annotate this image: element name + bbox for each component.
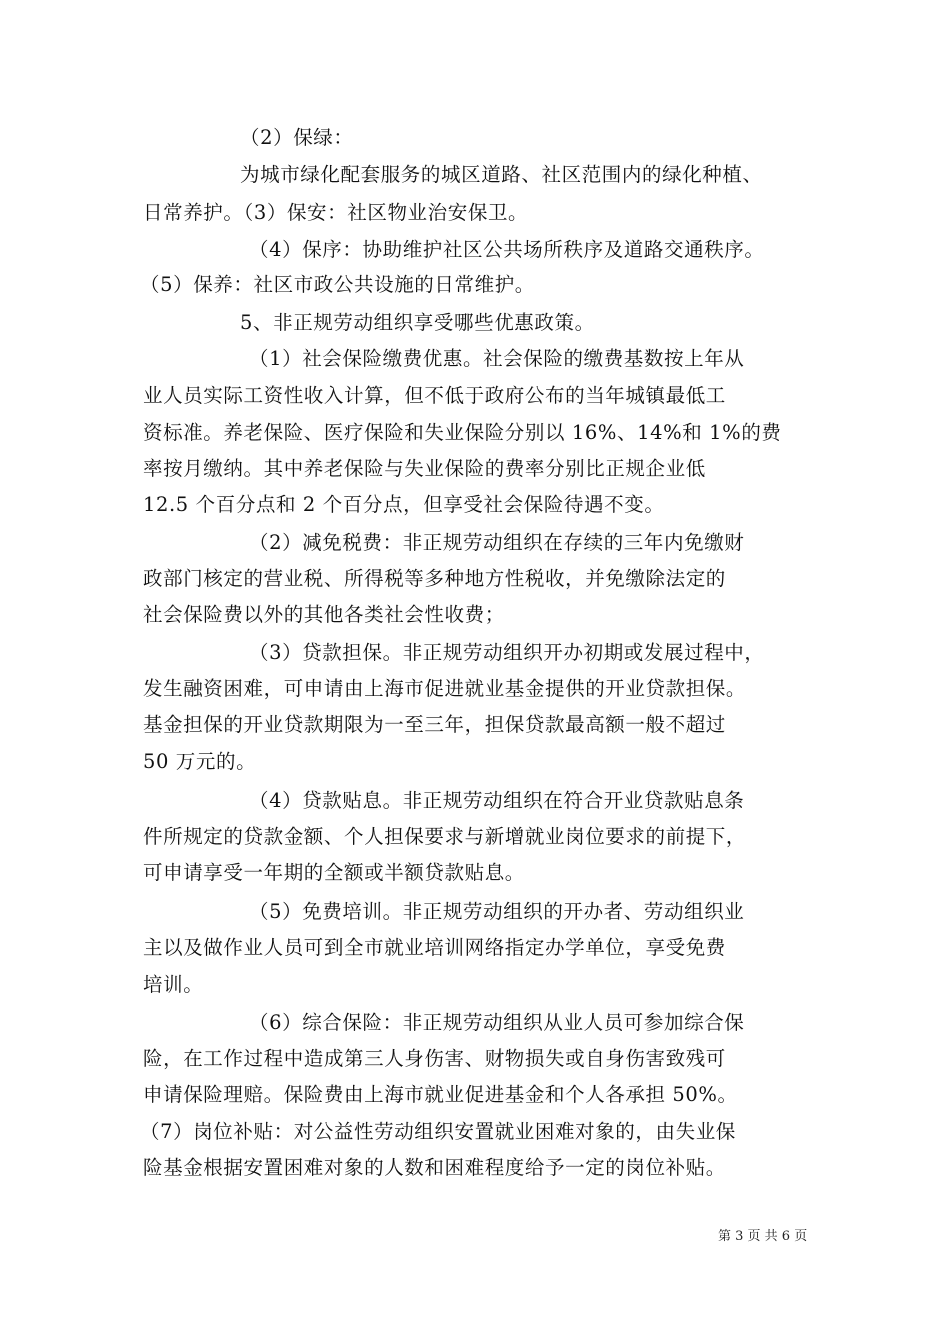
text-line: （4）保序：协助维护社区公共场所秩序及道路交通秩序。: [249, 238, 765, 261]
text-line: （3）贷款担保。非正规劳动组织开办初期或发展过程中，: [249, 641, 765, 664]
text-line: 率按月缴纳。其中养老保险与失业保险的费率分别比正规企业低: [143, 457, 706, 480]
text-line: 件所规定的贷款金额、个人担保要求与新增就业岗位要求的前提下，: [143, 825, 747, 848]
text-line: 可申请享受一年期的全额或半额贷款贴息。: [143, 861, 525, 884]
text-line: （5）保养：社区市政公共设施的日常维护。: [140, 273, 535, 296]
text-line: 主以及做作业人员可到全市就业培训网络指定办学单位，享受免费: [143, 936, 726, 959]
text-line: 险，在工作过程中造成第三人身伤害、财物损失或自身伤害致残可: [143, 1047, 726, 1070]
text-line: 业人员实际工资性收入计算，但不低于政府公布的当年城镇最低工: [143, 384, 726, 407]
text-line: （2）保绿：: [240, 126, 354, 149]
text-line: 为城市绿化配套服务的城区道路、社区范围内的绿化种植、: [240, 163, 763, 186]
page-number-footer: 第 3 页 共 6 页: [718, 1229, 808, 1244]
text-line: 日常养护。（3）保安：社区物业治安保卫。: [143, 201, 529, 224]
text-line: 12.5 个百分点和 2 个百分点，但享受社会保险待遇不变。: [143, 493, 665, 516]
text-line: （5）免费培训。非正规劳动组织的开办者、劳动组织业: [249, 900, 745, 923]
text-line: （6）综合保险：非正规劳动组织从业人员可参加综合保: [249, 1011, 745, 1034]
text-line: 培训。: [143, 973, 204, 996]
text-line: 发生融资困难，可申请由上海市促进就业基金提供的开业贷款担保。: [143, 677, 747, 700]
text-line: （1）社会保险缴费优惠。社会保险的缴费基数按上年从: [249, 347, 745, 370]
text-line: 社会保险费以外的其他各类社会性收费；: [143, 603, 505, 626]
section-heading: 5、非正规劳动组织享受哪些优惠政策。: [240, 311, 595, 334]
text-line: （7）岗位补贴：对公益性劳动组织安置就业困难对象的，由失业保: [140, 1120, 736, 1143]
text-line: （4）贷款贴息。非正规劳动组织在符合开业贷款贴息条: [249, 789, 745, 812]
text-line: 险基金根据安置困难对象的人数和困难程度给予一定的岗位补贴。: [143, 1156, 726, 1179]
text-line: （2）减免税费：非正规劳动组织在存续的三年内免缴财: [249, 531, 745, 554]
text-line: 基金担保的开业贷款期限为一至三年，担保贷款最高额一般不超过: [143, 713, 726, 736]
text-line: 资标准。养老保险、医疗保险和失业保险分别以 16%、14%和 1%的费: [143, 421, 782, 444]
text-line: 政部门核定的营业税、所得税等多种地方性税收，并免缴除法定的: [143, 567, 726, 590]
text-line: 50 万元的。: [143, 750, 257, 773]
text-line: 申请保险理赔。保险费由上海市就业促进基金和个人各承担 50%。: [143, 1083, 738, 1106]
